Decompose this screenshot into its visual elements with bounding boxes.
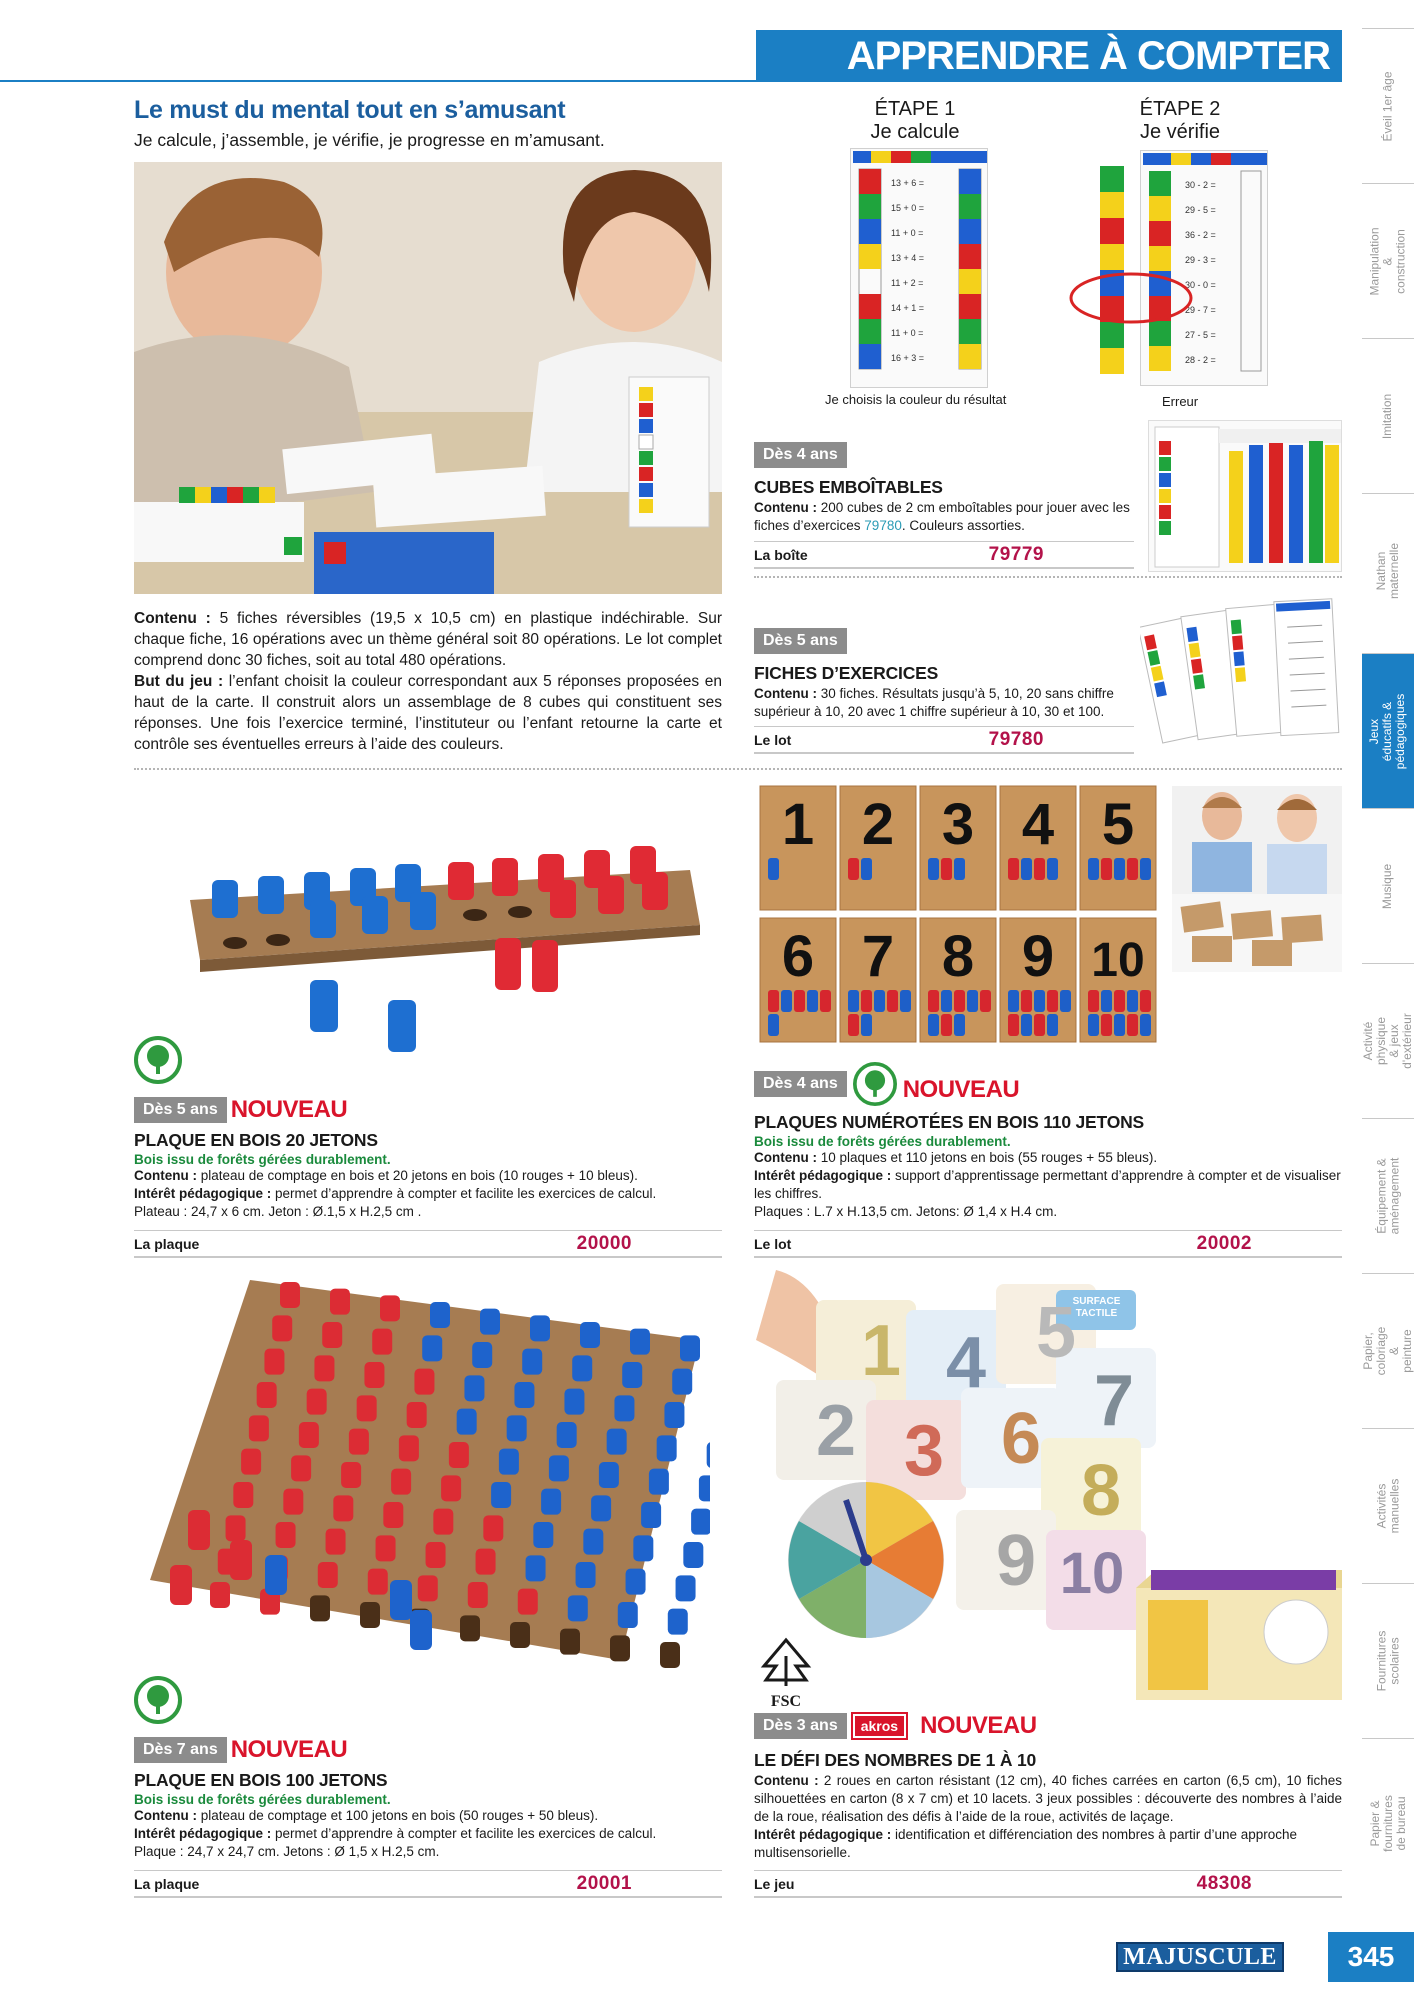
plaque20-price-line: La plaque 20000 bbox=[134, 1230, 722, 1258]
jeton bbox=[874, 990, 885, 1012]
peg bbox=[672, 1369, 692, 1395]
separator bbox=[754, 576, 1342, 578]
fiches-ref-link[interactable]: 79780 bbox=[864, 518, 902, 533]
fiches-ref[interactable]: 79780 bbox=[988, 728, 1044, 750]
jeton bbox=[861, 1014, 872, 1036]
peg bbox=[607, 1429, 627, 1455]
peg bbox=[541, 1489, 561, 1515]
peg bbox=[464, 1375, 484, 1401]
tab-musique[interactable]: Musique bbox=[1362, 808, 1414, 963]
tab-jeux-educatifs[interactable]: Jeux éducatifs & pédagogiques bbox=[1362, 653, 1414, 808]
peg bbox=[618, 1602, 638, 1628]
peg bbox=[483, 1515, 503, 1541]
plaques110-ref[interactable]: 20002 bbox=[1196, 1232, 1252, 1254]
jeton bbox=[1114, 990, 1125, 1012]
step2-caption: Erreur bbox=[1162, 394, 1199, 409]
plaque100-price-line: La plaque 20001 bbox=[134, 1870, 722, 1898]
tab-equipement[interactable]: Équipement & aménagement bbox=[1362, 1118, 1414, 1273]
number-tile: 1 bbox=[860, 1311, 902, 1391]
defi-title: LE DÉFI DES NOMBRES DE 1 À 10 bbox=[754, 1750, 1037, 1770]
tab-activites-manuelles[interactable]: Activités manuelles bbox=[1362, 1428, 1414, 1583]
jeton bbox=[1047, 990, 1058, 1012]
number-tile: 9 bbox=[995, 1521, 1037, 1601]
step1-heading: ÉTAPE 1 Je calcule bbox=[870, 98, 960, 143]
peg bbox=[630, 1329, 650, 1355]
jeton bbox=[807, 990, 818, 1012]
jeton bbox=[954, 990, 965, 1012]
peg bbox=[460, 1615, 480, 1641]
jeton bbox=[1140, 990, 1151, 1012]
jeton bbox=[1101, 990, 1112, 1012]
peg bbox=[668, 1609, 688, 1635]
peg bbox=[391, 1469, 411, 1495]
plaques110-kids-photo bbox=[1172, 786, 1342, 972]
number-tile: 4 bbox=[945, 1323, 987, 1403]
peg bbox=[233, 1482, 253, 1508]
plaque-number: 10 bbox=[1091, 934, 1145, 987]
jeton bbox=[861, 858, 872, 880]
peg bbox=[560, 1629, 580, 1655]
jeton bbox=[928, 1014, 939, 1036]
plaque-number: 4 bbox=[1021, 792, 1055, 857]
jeton bbox=[1140, 1014, 1151, 1036]
plaque-number: 2 bbox=[861, 792, 895, 857]
fiches-price-line: Le lot 79780 bbox=[754, 726, 1134, 754]
plaque-number: 1 bbox=[781, 792, 815, 857]
jeton bbox=[967, 990, 978, 1012]
peg bbox=[664, 1402, 684, 1428]
akros-logo: akros bbox=[853, 1714, 906, 1738]
header-rule bbox=[0, 80, 760, 82]
peg bbox=[657, 1435, 677, 1461]
peg bbox=[264, 1349, 284, 1375]
jeton bbox=[941, 1014, 952, 1036]
peg bbox=[360, 1602, 380, 1628]
cubes-title: CUBES EMBOÎTABLES bbox=[754, 477, 943, 497]
peg bbox=[341, 1462, 361, 1488]
peg bbox=[514, 1382, 534, 1408]
peg bbox=[641, 1502, 661, 1528]
jeton bbox=[861, 990, 872, 1012]
peg bbox=[526, 1555, 546, 1581]
peg bbox=[583, 1529, 603, 1555]
cubes-description: Contenu : 200 cubes de 2 cm emboîtables pour jouer avec les fiches d’exercices 79780. Couleurs assorties. bbox=[754, 500, 1130, 533]
page-number: 345 bbox=[1328, 1932, 1414, 1982]
peg bbox=[699, 1475, 710, 1501]
number-tile: 5 bbox=[1035, 1293, 1077, 1373]
jeton bbox=[928, 990, 939, 1012]
peg bbox=[280, 1282, 300, 1308]
step1-card: 13 + 6 = 15 + 0 = 11 + 0 = 13 + 4 = 11 + 2 = 14 + 1 = 11 + 0 = 16 + 3 = bbox=[850, 148, 988, 388]
jeton bbox=[768, 990, 779, 1012]
peg bbox=[622, 1362, 642, 1388]
fiches-description: Contenu : 30 fiches. Résultats jusqu’à 5, 10, 20 sans chiffre supérieur à 10, 20 avec 1 chiffre supérieur à 10, 30 et 100. bbox=[754, 686, 1114, 719]
peg bbox=[510, 1622, 530, 1648]
jeton bbox=[1127, 1014, 1138, 1036]
intro-description: Contenu : 5 fiches réversibles (19,5 x 10,5 cm) en plastique indéchirable. Sur chaque fiche, 16 opérations avec un thème général soit 80 opérations. Le lot complet comprend donc 30 fiches, soit au total 480 opérations. But du jeu : l’enfant choisit la couleur correspondant aux 5 réponses proposées en haut de la carte. Il construit alors un assemblage de 8 cubes qui constituent ses réponses. Une fois l’exercice terminé, l’instituteur ou l’enfant retourne la carte et contrôle ses éventuelles erreurs à l’aide des couleurs. bbox=[134, 610, 722, 753]
jeton bbox=[1127, 858, 1138, 880]
number-tile: 6 bbox=[1000, 1399, 1042, 1479]
eco-tree-icon bbox=[134, 1676, 182, 1724]
section-title: APPRENDRE À COMPTER bbox=[756, 30, 1342, 82]
peg bbox=[333, 1495, 353, 1521]
plaque100-photo bbox=[150, 1270, 710, 1690]
jeton bbox=[1034, 858, 1045, 880]
jeton bbox=[768, 858, 779, 880]
peg bbox=[349, 1429, 369, 1455]
jeton bbox=[1047, 1014, 1058, 1036]
step2-card: 30 - 2 = 29 - 5 = 36 - 2 = 29 - 3 = 30 - 0 = 29 - 7 = 27 - 5 = 28 - 2 = bbox=[1140, 150, 1268, 386]
error-circle bbox=[1066, 268, 1196, 328]
plaques110-description: Bois issu de forêts gérées durablement. Contenu : 10 plaques et 110 jetons en bois (55 rouges + 55 bleus). Intérêt pédagogique : support d’apprentissage permettant d’apprendre à compter et de visualiser les chiffres. Plaques : L.7 x H.13,5 cm. Jetons: Ø 1,4 x H.4 cm. bbox=[754, 1134, 1341, 1219]
peg bbox=[433, 1509, 453, 1535]
peg bbox=[299, 1422, 319, 1448]
jeton bbox=[1034, 990, 1045, 1012]
cubes-ref[interactable]: 79779 bbox=[988, 543, 1044, 565]
peg bbox=[357, 1395, 377, 1421]
plaque100-title: PLAQUE EN BOIS 100 JETONS bbox=[134, 1770, 388, 1790]
peg bbox=[364, 1362, 384, 1388]
peg bbox=[310, 1595, 330, 1621]
peg bbox=[564, 1389, 584, 1415]
peg bbox=[376, 1535, 396, 1561]
plaque20-ref[interactable]: 20000 bbox=[576, 1232, 632, 1254]
peg bbox=[549, 1455, 569, 1481]
jeton bbox=[887, 990, 898, 1012]
tab-manipulation[interactable]: Manipulation & construction bbox=[1362, 183, 1414, 338]
number-tile: 3 bbox=[903, 1411, 945, 1491]
cubes-price-line: La boîte 79779 bbox=[754, 541, 1134, 569]
peg bbox=[683, 1542, 703, 1568]
peg bbox=[283, 1489, 303, 1515]
peg bbox=[426, 1542, 446, 1568]
peg bbox=[572, 1355, 592, 1381]
plaque20-badges: Dès 5 ans NOUVEAU bbox=[134, 1096, 347, 1124]
peg bbox=[522, 1349, 542, 1375]
peg bbox=[707, 1442, 710, 1468]
peg bbox=[272, 1315, 292, 1341]
peg bbox=[518, 1589, 538, 1615]
loose-peg bbox=[230, 1540, 252, 1580]
jeton bbox=[1101, 858, 1112, 880]
plaque20-description: Bois issu de forêts gérées durablement. Contenu : plateau de comptage en bois et 20 jetons en bois (10 rouges + 10 bleus). Intérêt pédagogique : permet d’apprendre à compter et facilite les exercices de calcul. Plateau : 24,7 x 6 cm. Jeton : Ø.1,5 x H.2,5 cm . bbox=[134, 1152, 657, 1219]
peg bbox=[557, 1422, 577, 1448]
step2-heading: ÉTAPE 2 Je vérifie bbox=[1139, 98, 1221, 143]
defi-photo bbox=[756, 1270, 1342, 1700]
eco-tree-icon bbox=[134, 1036, 182, 1084]
peg bbox=[591, 1495, 611, 1521]
peg bbox=[576, 1562, 596, 1588]
cubes-photo bbox=[1148, 420, 1342, 572]
jeton bbox=[794, 990, 805, 1012]
peg bbox=[330, 1289, 350, 1315]
peg bbox=[626, 1569, 646, 1595]
peg bbox=[441, 1475, 461, 1501]
peg bbox=[449, 1442, 469, 1468]
jeton bbox=[1114, 858, 1125, 880]
number-tile: 8 bbox=[1080, 1451, 1122, 1531]
peg bbox=[418, 1575, 438, 1601]
peg bbox=[318, 1562, 338, 1588]
fiches-photo bbox=[1140, 590, 1342, 750]
tab-papier-coloriage[interactable]: Papier, coloriage & peinture bbox=[1362, 1273, 1414, 1428]
peg bbox=[691, 1509, 710, 1535]
loose-peg bbox=[170, 1565, 192, 1605]
eco-tree-icon bbox=[853, 1062, 897, 1106]
peg bbox=[414, 1369, 434, 1395]
peg bbox=[580, 1322, 600, 1348]
peg bbox=[568, 1595, 588, 1621]
plaques110-badges: Dès 4 ans NOUVEAU bbox=[754, 1062, 1019, 1106]
tab-activite-physique[interactable]: Activité physique & jeux d'extérieur bbox=[1362, 963, 1414, 1118]
jeton bbox=[848, 858, 859, 880]
intro-title: Le must du mental tout en s’amusant bbox=[134, 96, 566, 124]
plaque20-photo bbox=[170, 810, 710, 1060]
peg bbox=[407, 1402, 427, 1428]
peg bbox=[472, 1342, 492, 1368]
surface-tactile-label: SURFACE TACTILE bbox=[1072, 1296, 1121, 1319]
jeton bbox=[941, 990, 952, 1012]
jeton bbox=[1021, 990, 1032, 1012]
peg bbox=[457, 1409, 477, 1435]
peg bbox=[610, 1635, 630, 1661]
children-photo bbox=[134, 162, 722, 594]
peg bbox=[633, 1535, 653, 1561]
tab-nathan[interactable]: Nathan maternelle bbox=[1362, 493, 1414, 648]
peg bbox=[680, 1335, 700, 1361]
tab-fournitures-bureau[interactable]: Papier & fournitures de bureau bbox=[1362, 1738, 1414, 1908]
plaques110-title: PLAQUES NUMÉROTÉES EN BOIS 110 JETONS bbox=[754, 1112, 1145, 1132]
peg bbox=[291, 1455, 311, 1481]
peg bbox=[226, 1515, 246, 1541]
peg bbox=[322, 1322, 342, 1348]
step1-caption: Je choisis la couleur du résultat bbox=[825, 392, 1007, 407]
plaque-number: 5 bbox=[1101, 792, 1135, 857]
jeton bbox=[1008, 990, 1019, 1012]
peg bbox=[314, 1355, 334, 1381]
peg bbox=[491, 1482, 511, 1508]
plaque20-title: PLAQUE EN BOIS 20 JETONS bbox=[134, 1130, 378, 1150]
peg bbox=[241, 1449, 261, 1475]
peg bbox=[614, 1395, 634, 1421]
jeton bbox=[1088, 1014, 1099, 1036]
peg bbox=[210, 1582, 230, 1608]
number-tile: 7 bbox=[1093, 1361, 1135, 1441]
jeton bbox=[820, 990, 831, 1012]
tab-fournitures-scolaires[interactable]: Fournitures scolaires bbox=[1362, 1583, 1414, 1738]
peg bbox=[676, 1575, 696, 1601]
jeton bbox=[1008, 858, 1019, 880]
loose-peg bbox=[188, 1510, 210, 1550]
separator-row bbox=[134, 768, 1342, 770]
peg bbox=[468, 1582, 488, 1608]
jeton bbox=[1021, 858, 1032, 880]
peg bbox=[660, 1642, 680, 1668]
plaques110-price-line: Le lot 20002 bbox=[754, 1230, 1342, 1258]
peg bbox=[257, 1382, 277, 1408]
majuscule-logo: MAJUSCULE bbox=[1116, 1942, 1284, 1972]
jeton bbox=[928, 858, 939, 880]
defi-ref[interactable]: 48308 bbox=[1196, 1872, 1252, 1894]
plaque-number: 7 bbox=[861, 924, 895, 989]
jeton bbox=[848, 990, 859, 1012]
peg bbox=[499, 1449, 519, 1475]
peg bbox=[476, 1549, 496, 1575]
jeton bbox=[1034, 1014, 1045, 1036]
plaque-number: 8 bbox=[941, 924, 975, 989]
jeton bbox=[848, 1014, 859, 1036]
plaque-number: 9 bbox=[1021, 924, 1055, 989]
jeton bbox=[781, 990, 792, 1012]
cubes-age-badge: Dès 4 ans bbox=[754, 442, 847, 468]
peg bbox=[599, 1462, 619, 1488]
peg bbox=[649, 1469, 669, 1495]
defi-badges: Dès 3 ans akros NOUVEAU bbox=[754, 1712, 1037, 1740]
peg bbox=[480, 1309, 500, 1335]
jeton bbox=[1060, 990, 1071, 1012]
defi-description: Contenu : 2 roues en carton résistant (12 cm), 40 fiches carrées en carton (6,5 cm), 10 fiches silhouettées en carton (8 x 7 cm) et 10 lacets. 3 jeux possibles : découverte des nombres à l’aide de la roue, réalisation des défis à l’aide de la roue, activités de laçage. Intérêt pédagogique : identification et différenciation des nombres à partir d’une approche multisensorielle. bbox=[754, 1773, 1342, 1860]
peg bbox=[383, 1502, 403, 1528]
loose-peg bbox=[265, 1555, 287, 1595]
fiches-age-badge: Dès 5 ans bbox=[754, 628, 847, 654]
side-tabs bbox=[1362, 28, 1414, 1908]
jeton bbox=[1021, 1014, 1032, 1036]
number-tile: 10 bbox=[1059, 1541, 1125, 1606]
number-tile: 2 bbox=[815, 1391, 857, 1471]
jeton bbox=[954, 858, 965, 880]
jeton bbox=[1088, 990, 1099, 1012]
peg bbox=[533, 1522, 553, 1548]
peg bbox=[530, 1315, 550, 1341]
jeton bbox=[954, 1014, 965, 1036]
peg bbox=[276, 1522, 296, 1548]
defi-price-line: Le jeu 48308 bbox=[754, 1870, 1342, 1898]
jeton bbox=[980, 990, 991, 1012]
plaque100-ref[interactable]: 20001 bbox=[576, 1872, 632, 1894]
loose-peg bbox=[390, 1580, 412, 1620]
fsc-logo: FSC bbox=[756, 1636, 816, 1708]
plaque-number: 3 bbox=[941, 792, 975, 857]
jeton bbox=[1008, 1014, 1019, 1036]
loose-peg bbox=[410, 1610, 432, 1650]
peg bbox=[399, 1435, 419, 1461]
peg bbox=[380, 1295, 400, 1321]
tab-eveil[interactable]: Éveil 1er âge bbox=[1362, 28, 1414, 183]
jeton bbox=[1114, 1014, 1125, 1036]
plaques110-photo bbox=[756, 782, 1170, 1044]
intro-subtitle: Je calcule, j’assemble, je vérifie, je progresse en m’amusant. bbox=[134, 130, 605, 150]
jeton bbox=[941, 858, 952, 880]
jeton bbox=[1088, 858, 1099, 880]
plaque100-badges: Dès 7 ans NOUVEAU bbox=[134, 1736, 347, 1764]
plaque-number: 6 bbox=[781, 924, 815, 989]
plaque100-description: Bois issu de forêts gérées durablement. Contenu : plateau de comptage et 100 jetons en bois (50 rouges + 50 bleus). Intérêt pédagogique : permet d’apprendre à compter et facilite les exercices de calcul. Plaque : 24,7 x 24,7 cm. Jetons : Ø 1,5 x H.2,5 cm. bbox=[134, 1792, 657, 1859]
peg bbox=[430, 1302, 450, 1328]
jeton bbox=[1047, 858, 1058, 880]
jeton bbox=[768, 1014, 779, 1036]
peg bbox=[307, 1389, 327, 1415]
peg bbox=[326, 1529, 346, 1555]
tab-imitation[interactable]: Imitation bbox=[1362, 338, 1414, 493]
fiches-title: FICHES D’EXERCICES bbox=[754, 663, 939, 683]
peg bbox=[372, 1329, 392, 1355]
jeton bbox=[1140, 858, 1151, 880]
jeton bbox=[1127, 990, 1138, 1012]
peg bbox=[507, 1415, 527, 1441]
peg bbox=[368, 1569, 388, 1595]
jeton bbox=[1101, 1014, 1112, 1036]
jeton bbox=[900, 990, 911, 1012]
peg bbox=[249, 1415, 269, 1441]
peg bbox=[422, 1335, 442, 1361]
